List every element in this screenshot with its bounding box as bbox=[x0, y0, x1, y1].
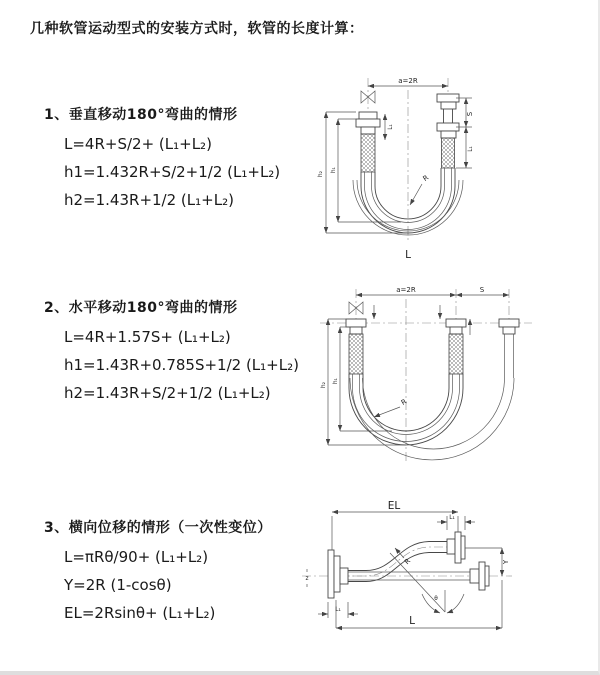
dim-label-el: EL bbox=[387, 500, 401, 512]
dim-label-l: L bbox=[409, 615, 415, 627]
section-horizontal-180-bend bbox=[44, 297, 299, 407]
left-flange bbox=[328, 550, 348, 598]
dim-label-l1-top: L₁ bbox=[449, 515, 455, 521]
dim-label-l1-bottom: L₁ bbox=[335, 607, 341, 613]
dim-label-a2r: a=2R bbox=[398, 77, 418, 85]
formula-l: L=4R+S/2+ (L₁+L₂) bbox=[64, 135, 212, 153]
section-2-heading: 2、水平移动180°弯曲的情形 bbox=[44, 300, 238, 316]
dim-label-a2r: a=2R bbox=[396, 286, 416, 294]
braided-hose-section bbox=[349, 334, 363, 374]
left-flange bbox=[356, 112, 380, 172]
formula-h2: h2=1.43R+S/2+1/2 (L₁+L₂) bbox=[64, 384, 271, 402]
top-right-flange bbox=[447, 532, 465, 563]
dim-label-s: S bbox=[466, 111, 474, 117]
middle-flange bbox=[446, 319, 466, 374]
section-3-heading: 3、横向位移的情形（一次性变位） bbox=[44, 520, 272, 536]
right-flange-moved bbox=[499, 319, 519, 378]
formula-h1: h1=1.432R+S/2+1/2 (L₁+L₂) bbox=[64, 163, 281, 181]
dim-label-r: R bbox=[421, 173, 431, 184]
diagram-lateral-displacement bbox=[294, 490, 564, 662]
dim-label-h2: h₂ bbox=[318, 171, 324, 177]
dim-label-h2: h₂ bbox=[321, 382, 327, 388]
angle-construction bbox=[390, 553, 464, 613]
braided-hose-section bbox=[449, 334, 463, 374]
section-vertical-180-bend bbox=[44, 104, 280, 214]
braided-hose-section bbox=[361, 134, 375, 172]
formula-h1: h1=1.43R+0.785S+1/2 (L₁+L₂) bbox=[64, 356, 299, 374]
right-flange-upper bbox=[437, 94, 459, 109]
dim-label-y: Y bbox=[502, 559, 510, 565]
formula-l: L=πRθ/90+ (L₁+L₂) bbox=[64, 548, 209, 566]
formula-l: L=4R+1.57S+ (L₁+L₂) bbox=[64, 328, 231, 346]
dim-label-l1-left: L₁ bbox=[388, 124, 394, 130]
right-flange-lower bbox=[437, 109, 459, 168]
dim-label-l1-right: L₁ bbox=[468, 146, 474, 152]
section-lateral-displacement bbox=[44, 517, 272, 627]
dim-label-s: S bbox=[479, 286, 485, 294]
dim-label-h1: h₁ bbox=[333, 378, 339, 384]
diagram-vertical-180-bend bbox=[306, 70, 546, 265]
formula-y: Y=2R (1-cosθ) bbox=[64, 576, 172, 594]
centerlines bbox=[368, 78, 448, 242]
centerlines bbox=[320, 289, 532, 463]
dim-label-h1: h₁ bbox=[331, 167, 337, 173]
hose-curves bbox=[349, 374, 514, 460]
axis-break-mark: z bbox=[305, 576, 309, 582]
dim-label-r: R bbox=[399, 397, 409, 407]
dim-label-l: L bbox=[405, 249, 411, 261]
dim-label-r: R bbox=[403, 557, 413, 567]
page-title: 几种软管运动型式的安装方式时，软管的长度计算： bbox=[30, 21, 364, 37]
braided-hose-section bbox=[442, 138, 455, 168]
section-1-heading: 1、垂直移动180°弯曲的情形 bbox=[44, 107, 238, 123]
dim-label-theta: θ bbox=[434, 596, 438, 602]
formula-el: EL=2Rsinθ+ (L₁+L₂) bbox=[64, 604, 216, 622]
diagram-horizontal-180-bend bbox=[312, 283, 540, 471]
formula-h2: h2=1.43R+1/2 (L₁+L₂) bbox=[64, 191, 234, 209]
